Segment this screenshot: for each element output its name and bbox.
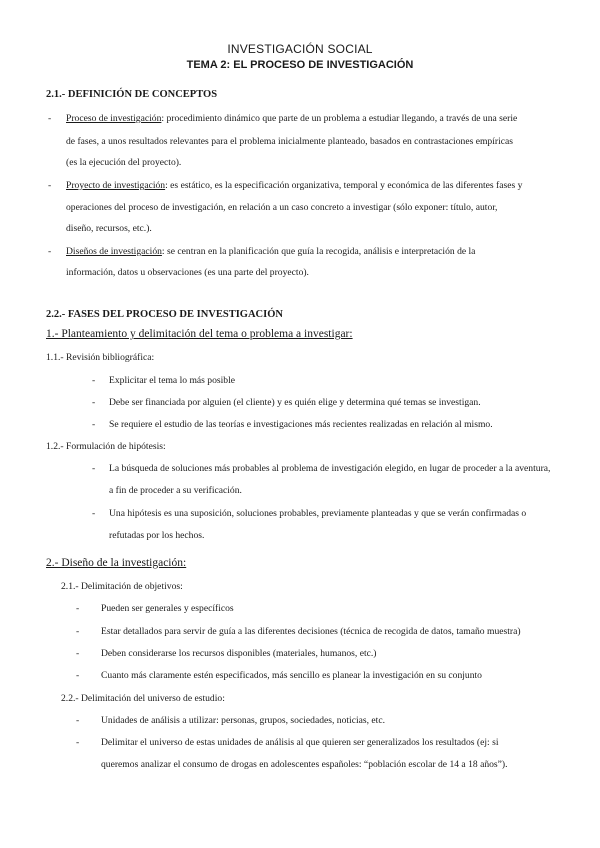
definition-proceso-line2: de fases, a unos resultados relevantes para el problema inicialmente planteado, basados en contrastaciones empíricas — [66, 136, 514, 147]
phase2-sub2-item2-line2: queremos analizar el consumo de drogas en adolescentes españoles: “población escolar de 14 a 18 años”). — [101, 759, 508, 770]
definition-disenos-line1 — [66, 246, 475, 257]
definition-proceso-line1 — [66, 113, 517, 124]
phase2-sub2-title: 2.2.- Delimitación del universo de estudio: — [61, 693, 225, 704]
bullet-dash: - — [76, 626, 80, 637]
definition-proceso-line3: (es la ejecución del proyecto). — [66, 157, 182, 168]
phase1-sub1-item: Se requiere el estudio de las teorías e investigaciones más recientes realizadas en relación al mismo. — [109, 419, 493, 430]
bullet-dash: - — [76, 603, 80, 614]
bullet-dash: - — [92, 508, 96, 519]
bullet-dash: - — [76, 715, 80, 726]
term-proceso: Proceso de investigación — [66, 113, 162, 124]
phase1-sub2-item2-line1: Una hipótesis es una suposición, soluciones probables, previamente planteadas y que se verán confirmadas o — [109, 508, 527, 519]
definition-proyecto-line2: operaciones del proceso de investigación, en relación a un caso concreto a investigar (sólo exponer: título, autor, — [66, 202, 498, 213]
phase1-sub2-item1-line1: La búsqueda de soluciones más probables al problema de investigación elegido, en lugar de proceder a la aventura, — [109, 463, 551, 474]
phase2-sub1-item: Pueden ser generales y específicos — [101, 603, 234, 614]
term-disenos: Diseños de investigación — [66, 246, 162, 257]
document-subtitle: TEMA 2: EL PROCESO DE INVESTIGACIÓN — [186, 59, 414, 71]
definition-proyecto-line1 — [66, 180, 522, 191]
section-heading-definitions: 2.1.- DEFINICIÓN DE CONCEPTOS — [46, 89, 218, 100]
phase2-title: 2.- Diseño de la investigación: — [46, 557, 187, 569]
phase2-sub1-item: Deben considerarse los recursos disponibles (materiales, humanos, etc.) — [101, 648, 377, 659]
bullet-dash: - — [92, 463, 96, 474]
bullet-dash: - — [48, 180, 52, 191]
bullet-dash: - — [76, 648, 80, 659]
definition-text: : se centran en la planificación que guía la recogida, análisis e interpretación de la — [161, 246, 476, 257]
section-heading-phases: 2.2.- FASES DEL PROCESO DE INVESTIGACIÓN — [46, 309, 283, 320]
phase1-sub1-title: 1.1.- Revisión bibliográfica: — [46, 352, 155, 363]
phase1-sub2-title: 1.2.- Formulación de hipótesis: — [46, 441, 166, 452]
phase1-sub2-item1-line2: a fin de proceder a su verificación. — [109, 485, 242, 496]
definition-disenos-line2: información, datos u observaciones (es una parte del proyecto). — [66, 267, 309, 278]
definition-text: : es estático, es la especificación organizativa, temporal y económica de las diferentes fases y — [165, 180, 523, 191]
bullet-dash: - — [48, 113, 52, 124]
term-proyecto: Proyecto de investigación — [66, 180, 166, 191]
phase2-sub1-item: Cuanto más claramente estén especificados, más sencillo es planear la investigación en su conjunto — [101, 670, 482, 681]
phase2-sub1-item: Estar detallados para servir de guía a las diferentes decisiones (técnica de recogida de datos, tamaño muestra) — [101, 626, 521, 637]
bullet-dash: - — [76, 670, 80, 681]
phase2-sub2-item1: Unidades de análisis a utilizar: personas, grupos, sociedades, noticias, etc. — [101, 715, 385, 726]
bullet-dash: - — [76, 737, 80, 748]
phase2-sub1-title: 2.1.- Delimitación de objetivos: — [61, 581, 183, 592]
bullet-dash: - — [92, 419, 96, 430]
phase2-sub2-item2-line1: Delimitar el universo de estas unidades de análisis al que quieren ser generalizados los resultados (ej: si — [101, 737, 499, 748]
definition-proyecto-line3: diseño, recursos, etc.). — [66, 223, 152, 234]
phase1-sub1-item: Debe ser financiada por alguien (el cliente) y es quién elige y determina qué temas se investigan. — [109, 397, 481, 408]
bullet-dash: - — [92, 397, 96, 408]
document-title: INVESTIGACIÓN SOCIAL — [227, 42, 373, 56]
bullet-dash: - — [48, 246, 52, 257]
bullet-dash: - — [92, 375, 96, 386]
phase1-title: 1.- Planteamiento y delimitación del tema o problema a investigar: — [46, 328, 353, 340]
phase1-sub2-item2-line2: refutadas por los hechos. — [109, 530, 205, 541]
definition-text: : procedimiento dinámico que parte de un problema a estudiar llegando, a través de una serie — [161, 113, 518, 124]
phase1-sub1-item: Explicitar el tema lo más posible — [109, 375, 236, 386]
